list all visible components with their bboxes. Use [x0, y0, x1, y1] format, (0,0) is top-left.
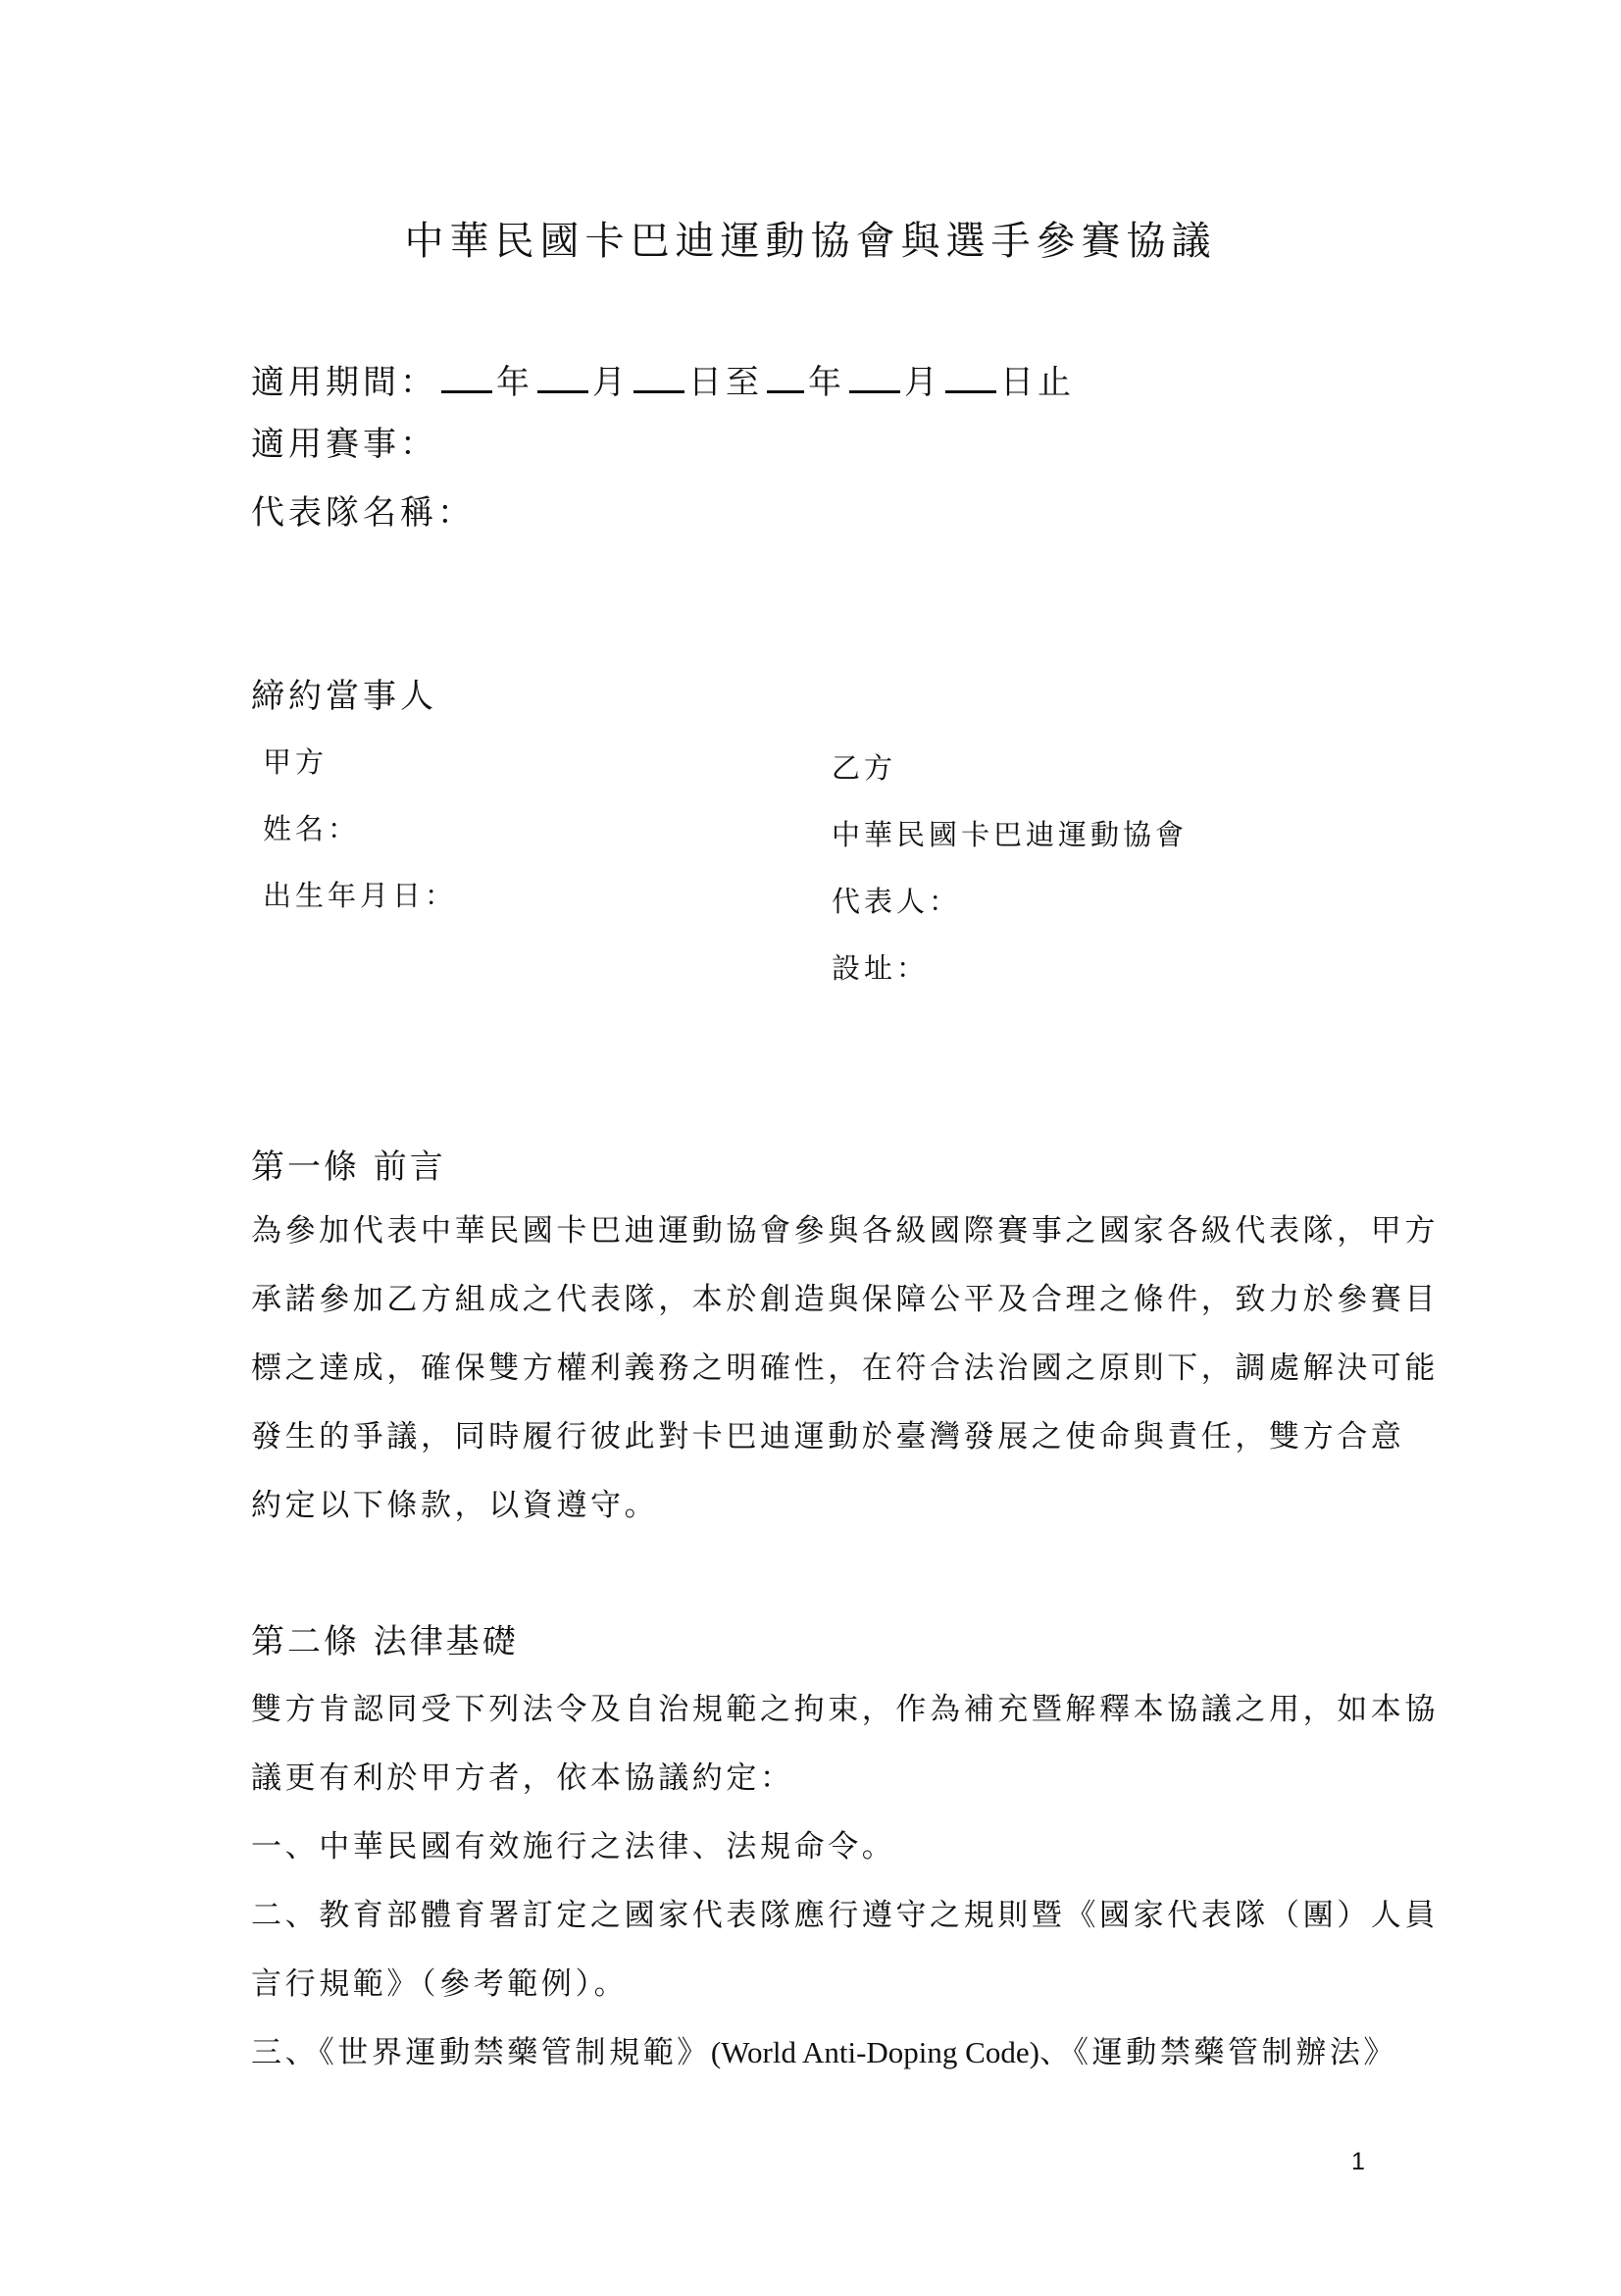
article2-item2-line2: 言行規範》（參考範例）。 [251, 1966, 629, 2002]
party-b-rep-label: 代表人： [832, 885, 962, 918]
team-name-row [251, 493, 475, 534]
party-b-label: 乙方 [832, 751, 897, 785]
parties-heading: 締約當事人 [251, 677, 437, 716]
article2-heading: 第二條 法律基礎 [251, 1622, 519, 1661]
article1-line: 為參加代表中華民國卡巴迪運動協會參與各級國際賽事之國家各級代表隊，甲方 [251, 1213, 1439, 1249]
article1-line: 約定以下條款，以資遵守。 [251, 1488, 659, 1523]
year-unit-end: 年 [808, 363, 845, 402]
team-label: 代表隊名稱： [251, 493, 475, 533]
page-number: 1 [1351, 2148, 1365, 2175]
event-label: 適用賽事： [251, 425, 437, 464]
party-b-address-label: 設址： [832, 951, 930, 985]
month-unit-end: 月 [904, 363, 941, 402]
article1-line: 標之達成，確保雙方權利義務之明確性，在符合法治國之原則下，調處解決可能 [251, 1351, 1439, 1386]
article2-item1: 一、中華民國有效施行之法律、法規命令。 [251, 1829, 896, 1864]
article1-line: 發生的爭議，同時履行彼此對卡巴迪運動於臺灣發展之使命與責任，雙方合意 [251, 1419, 1405, 1454]
article2-intro-line: 雙方肯認同受下列法令及自治規範之拘束，作為補充暨解釋本協議之用，如本協 [251, 1692, 1439, 1727]
applicable-period-row [251, 357, 1075, 403]
article1-heading: 第一條 前言 [251, 1148, 446, 1187]
article2-item3 [251, 2018, 1398, 2087]
item3-english-name: (World Anti-Doping Code) [710, 2035, 1039, 2069]
start-day-blank[interactable] [633, 357, 684, 393]
start-year-blank[interactable] [441, 357, 492, 393]
year-unit: 年 [496, 363, 533, 402]
end-day-blank[interactable] [945, 357, 996, 393]
period-label: 適用期間： [251, 363, 437, 402]
item3-prefix: 三、《世界運動禁藥管制規範》 [251, 2035, 711, 2070]
article1-body [251, 1197, 1439, 1540]
party-a-birth-label: 出生年月日： [263, 879, 458, 912]
applicable-event-row [251, 425, 437, 465]
party-a-label: 甲方 [263, 745, 329, 779]
article2-item2-line1: 二、教育部體育署訂定之國家代表隊應行遵守之規則暨《國家代表隊（團）人員 [251, 1898, 1439, 1933]
end-month-blank[interactable] [849, 357, 900, 393]
day-unit: 日 [688, 363, 726, 402]
document-title: 中華民國卡巴迪運動協會與選手參賽協議 [404, 219, 1217, 264]
article2-body [251, 1675, 1439, 2087]
start-month-blank[interactable] [537, 357, 588, 393]
month-unit: 月 [592, 363, 630, 402]
party-b-org-name: 中華民國卡巴迪運動協會 [832, 818, 1189, 851]
day-end-unit: 日止 [1000, 363, 1075, 402]
end-year-blank[interactable] [767, 357, 804, 393]
article1-line: 承諾參加乙方組成之代表隊，本於創造與保障公平及合理之條件，致力於參賽目 [251, 1282, 1439, 1317]
party-a-name-label: 姓名： [263, 812, 361, 845]
to-word: 至 [726, 363, 763, 402]
article2-intro-line: 議更有利於甲方者，依本協議約定： [251, 1760, 794, 1796]
item3-suffix: 、《運動禁藥管制辦法》 [1038, 2035, 1398, 2070]
